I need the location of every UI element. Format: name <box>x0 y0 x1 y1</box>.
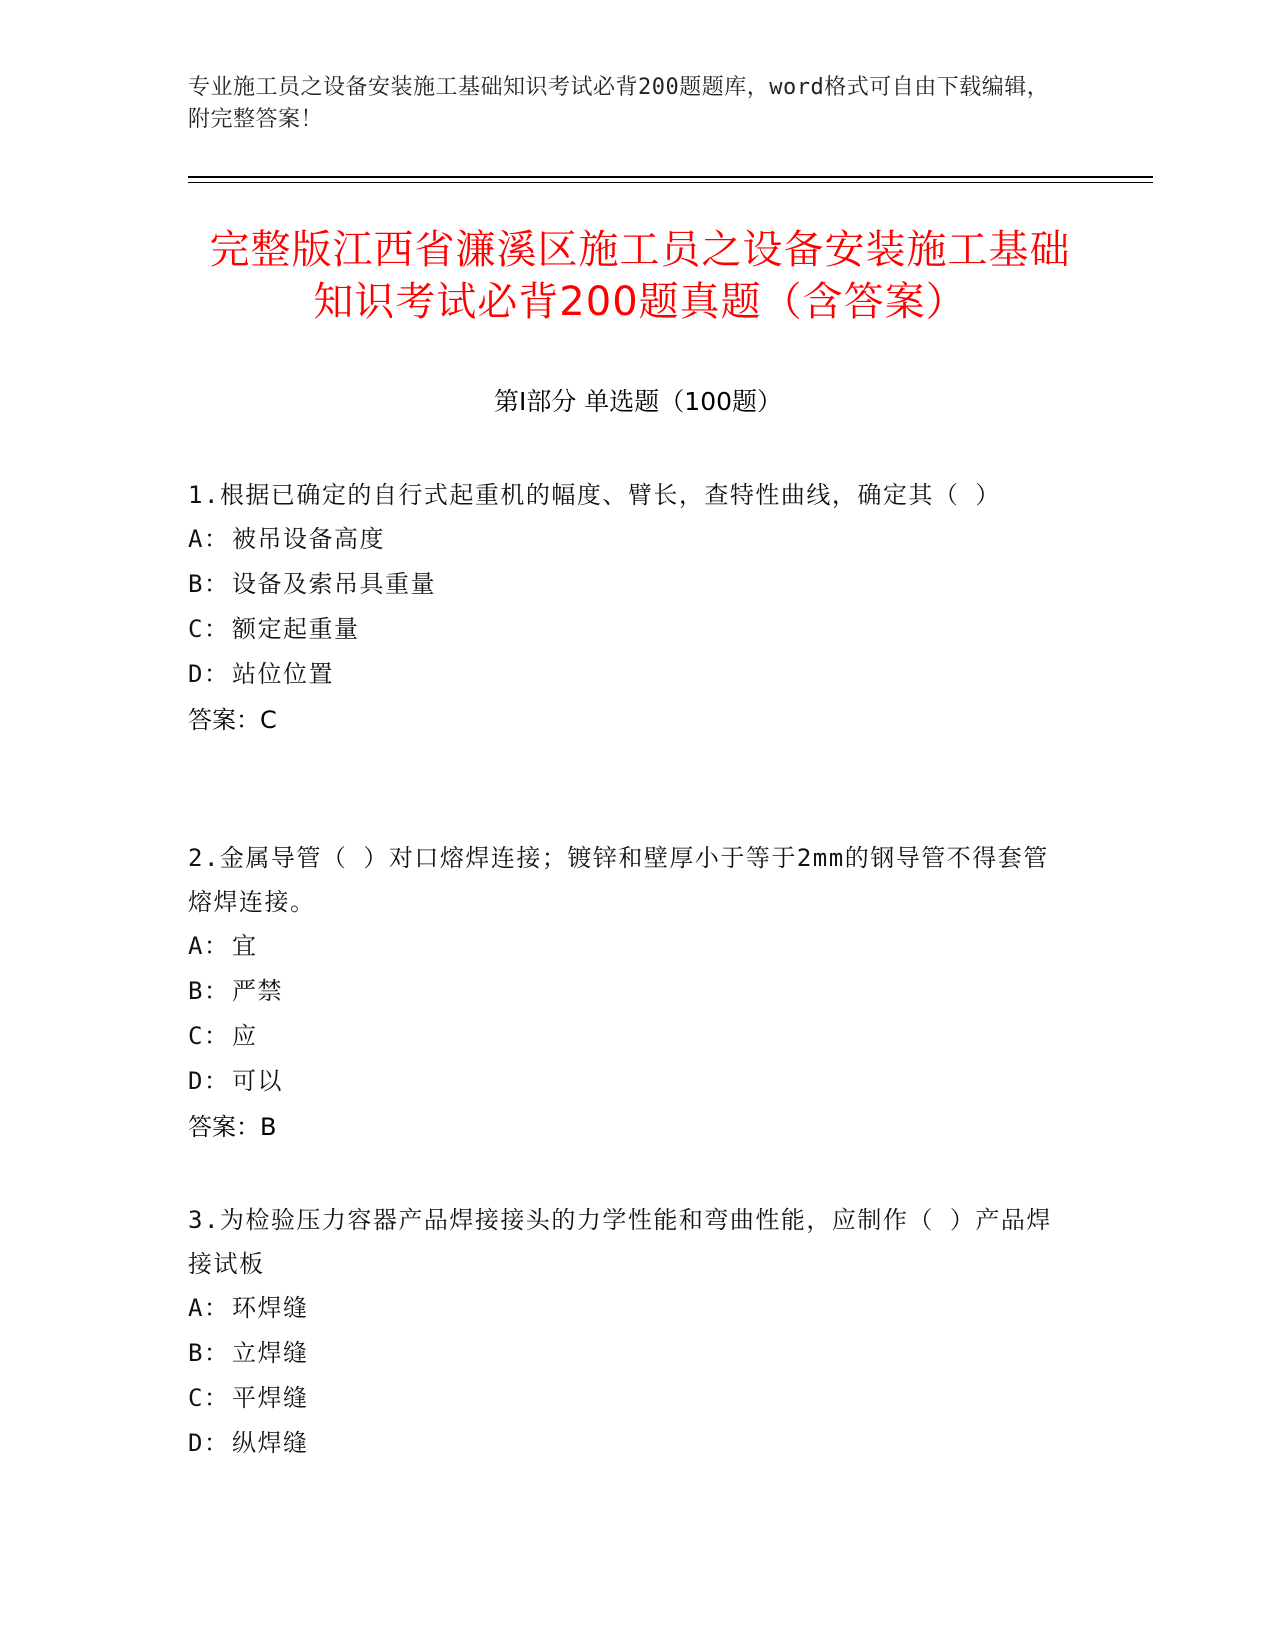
option-text: 立焊缝 <box>232 1339 309 1367</box>
option-letter: C： <box>188 1384 230 1412</box>
option-a <box>188 924 1068 969</box>
option-letter: C： <box>188 615 230 643</box>
option-text: 站位位置 <box>232 660 334 688</box>
option-text: 环焊缝 <box>232 1294 309 1322</box>
option-letter: D： <box>188 1067 230 1095</box>
section-title: 第Ⅰ部分 单选题（100题） <box>493 387 783 416</box>
option-b <box>188 969 1068 1014</box>
option-text: 应 <box>232 1022 258 1050</box>
question-2 <box>188 836 1068 1150</box>
option-c <box>188 607 1068 652</box>
question-1 <box>188 473 1068 743</box>
answer: 答案：C <box>188 706 277 734</box>
option-text: 被吊设备高度 <box>232 525 385 553</box>
option-c <box>188 1014 1068 1059</box>
option-text: 严禁 <box>232 977 283 1005</box>
option-d <box>188 1059 1068 1104</box>
option-letter: B： <box>188 1339 230 1367</box>
option-b <box>188 1331 1068 1376</box>
question-stem: 1.根据已确定的自行式起重机的幅度、臂长，查特性曲线，确定其（ ） <box>188 481 1001 509</box>
option-a <box>188 1286 1068 1331</box>
header-rule-thin <box>188 182 1153 183</box>
option-letter: C： <box>188 1022 230 1050</box>
option-letter: D： <box>188 1429 230 1457</box>
option-d <box>188 652 1068 697</box>
option-a <box>188 517 1068 562</box>
option-c <box>188 1376 1068 1421</box>
option-letter: A： <box>188 525 230 553</box>
option-text: 设备及索吊具重量 <box>232 570 436 598</box>
option-text: 宜 <box>232 932 258 960</box>
question-3 <box>188 1198 1068 1466</box>
option-text: 额定起重量 <box>232 615 360 643</box>
option-text: 纵焊缝 <box>232 1429 309 1457</box>
question-stem: 2.金属导管（ ）对口熔焊连接；镀锌和壁厚小于等于2mm的钢导管不得套管熔焊连接。 <box>188 844 1049 916</box>
option-letter: B： <box>188 570 230 598</box>
option-letter: A： <box>188 1294 230 1322</box>
option-letter: B： <box>188 977 230 1005</box>
answer: 答案：B <box>188 1113 277 1141</box>
option-b <box>188 562 1068 607</box>
option-letter: A： <box>188 932 230 960</box>
option-text: 可以 <box>232 1067 283 1095</box>
header-rule-thick <box>188 176 1153 178</box>
option-text: 平焊缝 <box>232 1384 309 1412</box>
question-stem: 3.为检验压力容器产品焊接接头的力学性能和弯曲性能，应制作（ ）产品焊接试板 <box>188 1206 1052 1278</box>
document-title: 完整版江西省濂溪区施工员之设备安装施工基础知识考试必背200题真题（含答案） <box>209 227 1071 325</box>
option-d <box>188 1421 1068 1466</box>
header-note: 专业施工员之设备安装施工基础知识考试必背200题题库，word格式可自由下载编辑，附完整答案！ <box>188 75 1050 132</box>
option-letter: D： <box>188 660 230 688</box>
